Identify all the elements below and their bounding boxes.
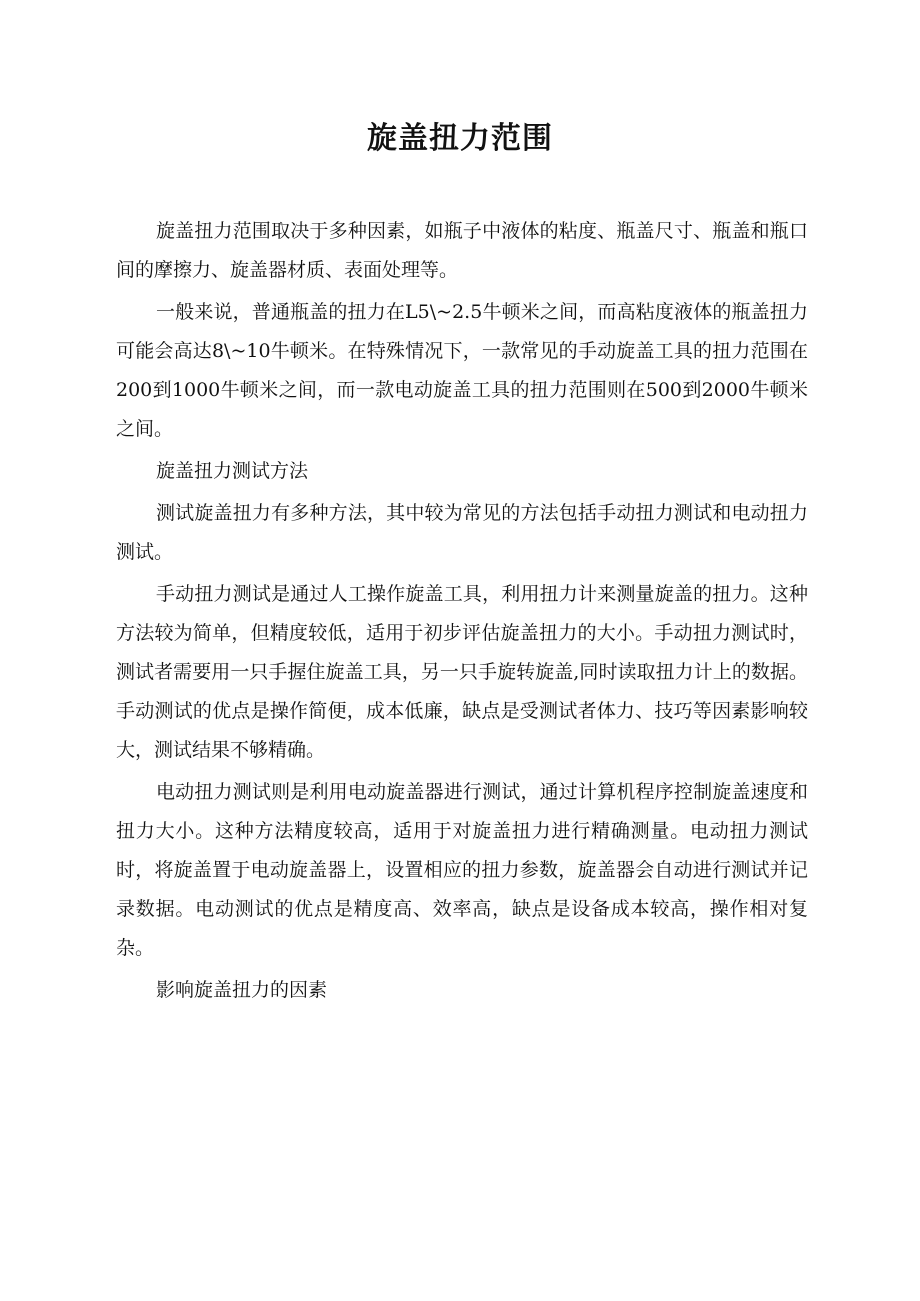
paragraph-manual-test: 手动扭力测试是通过人工操作旋盖工具，利用扭力计来测量旋盖的扭力。这种方法较为简单，但精度较低，适用于初步评估旋盖扭力的大小。手动扭力测试时，测试者需要用一只手握住旋盖工具，另一只手旋转旋盖,同时读取扭力计上的数据。手动测试的优点是操作简便，成本低廉，缺点是受测试者体力、技巧等因素影响较大，测试结果不够精确。	[116, 583, 808, 761]
paragraph-torque-ranges: 一般来说，普通瓶盖的扭力在L5\~2.5牛顿米之间，而高粘度液体的瓶盖扭力可能会高达8\~10牛顿米。在特殊情况下，一款常见的手动旋盖工具的扭力范围在200到1000牛顿米之间，而一款电动旋盖工具的扭力范围则在500到2000牛顿米之间。	[116, 301, 808, 440]
paragraph-test-methods-overview: 测试旋盖扭力有多种方法，其中较为常见的方法包括手动扭力测试和电动扭力测试。	[116, 502, 808, 563]
section-heading-test-methods: 旋盖扭力测试方法	[156, 460, 309, 482]
page-title: 旋盖扭力范围	[367, 121, 553, 156]
paragraph-factors: 旋盖扭力范围取决于多种因素，如瓶子中液体的粘度、瓶盖尺寸、瓶盖和瓶口间的摩擦力、旋盖器材质、表面处理等。	[116, 220, 808, 281]
document-body	[116, 212, 808, 1013]
paragraph-electric-test: 电动扭力测试则是利用电动旋盖器进行测试，通过计算机程序控制旋盖速度和扭力大小。这种方法精度较高，适用于对旋盖扭力进行精确测量。电动扭力测试时，将旋盖置于电动旋盖器上，设置相应的扭力参数，旋盖器会自动进行测试并记录数据。电动测试的优点是精度高、效率高，缺点是设备成本较高，操作相对复杂。	[116, 781, 808, 959]
section-heading-influencing-factors: 影响旋盖扭力的因素	[156, 979, 328, 1001]
